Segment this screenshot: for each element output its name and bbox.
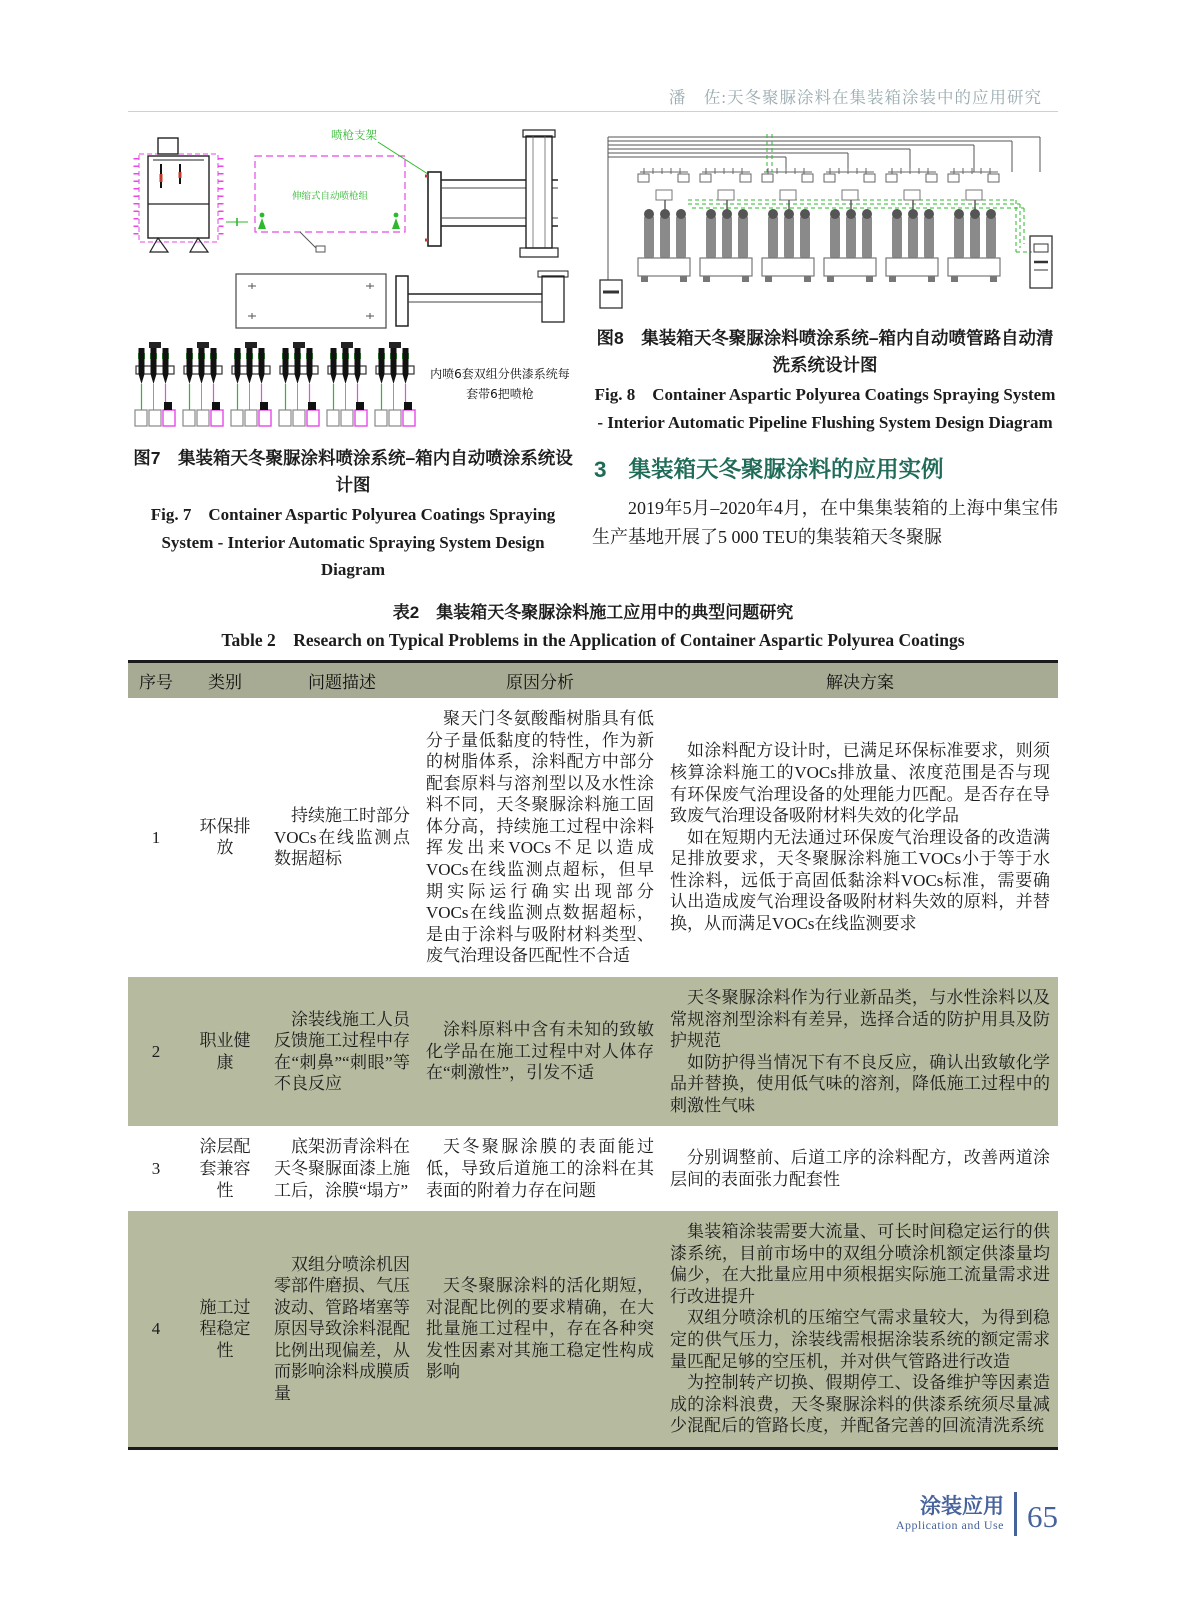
cell-category: 职业健康 — [184, 977, 266, 1126]
fig7-diagram — [128, 126, 578, 434]
cell-cause: 天冬聚脲涂料的活化期短，对混配比例的要求精确，在大批量施工过程中，存在各种突发性因素对其施工稳定性构成影响 — [418, 1211, 662, 1448]
cell-problem: 底架沥青涂料在天冬聚脲面漆上施工后，涂膜“塌方” — [274, 1137, 410, 1200]
table-row — [128, 698, 1058, 977]
cell-cause: 聚天门冬氨酸酯树脂具有低分子量低黏度的特性，作为新的树脂体系，涂料配方中部分配套原料与溶剂型以及水性涂料不同，天冬聚脲涂料施工固体分高，持续施工过程中涂料挥发出来VOCs不足以造成VOCs在线监测点超标，但早期实际运行确实出现部分VOCs在线监测点数据超标，是由于涂料与吸附材料类型、废气治理设备匹配性不合适 — [426, 709, 654, 966]
left-column — [128, 126, 578, 584]
fig7-caption-cn: 图7 集装箱天冬聚脲涂料喷涂系统–箱内自动喷涂系统设计图 — [133, 448, 573, 496]
running-head: 潘 佐:天冬聚脲涂料在集装箱涂装中的应用研究 — [668, 88, 1042, 107]
table-section — [128, 598, 1058, 1450]
table-row — [128, 977, 1058, 1126]
fig7-guns-label: 伸缩式自动喷枪组 — [291, 191, 369, 202]
header-cell-4: 解决方案 — [662, 662, 1058, 699]
cell-problem: 双组分喷涂机因零部件磨损、气压波动、管路堵塞等原因导致涂料混配比例出现偏差，从而影响涂料成膜质量 — [266, 1211, 418, 1448]
table-title-en: Table 2 Research on Typical Problems in the Application of Container Aspartic Polyurea Coatings — [221, 630, 965, 650]
problems-table-body — [128, 698, 1058, 1448]
section-title: 集装箱天冬聚脲涂料的应用实例 — [628, 457, 944, 483]
fig7-caption-en: Fig. 7 Container Aspartic Polyurea Coatings Spraying System - Interior Automatic Spraying System Design Diagram — [150, 505, 556, 580]
table-row — [128, 1126, 1058, 1211]
footer-divider — [1014, 1492, 1017, 1536]
body-paragraph: 2019年5月–2020年4月，在中集集装箱的上海中集宝伟生产基地开展了5 000 TEU的集装箱天冬聚脲 — [592, 498, 1058, 548]
cell-solution: 集装箱涂装需要大流量、可长时间稳定运行的供漆系统，目前市场中的双组分喷涂机额定供漆量均偏少，在大批量应用中须根据实际施工流量需求进行改进提升 双组分喷涂机的压缩空气需求量较大，为得到稳定的供气压力，涂装线需根据涂装系统的额定需求量匹配足够的空压机，并对供气管路进行改造 为控制转产切换、假期停工、设备维护等因素造成的涂料浪费，天冬聚脲涂料的供漆系统须尽量减少混配后的管路长度，并配备完善的回流清洗系统 — [662, 1211, 1058, 1448]
header-cell-1: 类别 — [184, 662, 266, 699]
fig7-bracket-label: 喷枪支架 — [331, 128, 377, 142]
header-cell-0: 序号 — [128, 662, 184, 699]
fig7-gun-groups — [135, 342, 415, 426]
fig7-note-line2: 套带6把喷枪 — [466, 387, 534, 401]
section-number: 3 — [594, 457, 607, 483]
header-rule — [128, 111, 1058, 112]
problems-table — [128, 660, 1058, 1450]
footer-section-block — [896, 1495, 1004, 1533]
fig7-note-line1: 内喷6套双组分供漆系统每 — [430, 367, 570, 381]
cell-category: 环保排放 — [199, 816, 251, 858]
fig8-pump-groups — [638, 168, 1000, 282]
fig8-caption-cn: 图8 集装箱天冬聚脲涂料喷涂系统–箱内自动喷管路自动清洗系统设计图 — [596, 328, 1054, 376]
cell-cause: 天冬聚脲涂膜的表面能过低，导致后道施工的涂料在其表面的附着力存在问题 — [426, 1137, 654, 1200]
fig8-diagram — [592, 132, 1058, 314]
footer-section-en: Application and Use — [895, 1518, 1004, 1533]
header-cell-3: 原因分析 — [418, 662, 662, 699]
cell-problem: 持续施工时部分VOCs在线监测点数据超标 — [274, 806, 410, 869]
cell-category: 施工过程稳定性 — [184, 1211, 266, 1448]
cell-no: 2 — [128, 977, 184, 1126]
cell-no: 3 — [151, 1158, 161, 1178]
right-column — [592, 132, 1058, 553]
footer-page-number: 65 — [1027, 1499, 1058, 1534]
table-row — [128, 1211, 1058, 1448]
footer-section-cn: 涂装应用 — [920, 1494, 1004, 1518]
fig8-caption-en: Fig. 8 Container Aspartic Polyurea Coatings Spraying System - Interior Automatic Pipeline Flushing System Design Diagram — [594, 385, 1056, 432]
cell-cause: 涂料原料中含有未知的致敏化学品在施工过程中对人体存在“刺激性”，引发不适 — [418, 977, 662, 1126]
table-header-row — [128, 662, 1058, 699]
cell-category: 涂层配套兼容性 — [199, 1137, 251, 1200]
section-heading — [594, 452, 1058, 484]
cell-solution: 天冬聚脲涂料作为行业新品类，与水性涂料以及常规溶剂型涂料有差异，选择合适的防护用具及防护规范 如防护得当情况下有不良反应，确认出致敏化学品并替换，使用低气味的溶剂，降低施工过程中的刺激性气味 — [662, 977, 1058, 1126]
cell-solution: 如涂料配方设计时，已满足环保标准要求，则须核算涂料施工的VOCs排放量、浓度范围是否与现有环保废气治理设备的处理能力匹配。是否存在导致废气治理设备吸附材料失效的化学品 如在短期内无法通过环保废气治理设备的改造满足排放要求，天冬聚脲涂料施工VOCs小于等于水性涂料，远低于高固低黏涂料VOCs标准，需要确认出造成废气治理设备吸附材料失效的原料，并替换，从而满足VOCs在线监测要求 — [670, 741, 1050, 933]
page-footer — [128, 1492, 1058, 1536]
cell-no: 4 — [128, 1211, 184, 1448]
cell-solution: 分别调整前、后道工序的涂料配方，改善两道涂层间的表面张力配套性 — [670, 1148, 1050, 1189]
cell-no: 1 — [151, 827, 161, 847]
cell-problem: 涂装线施工人员反馈施工过程中存在“刺鼻”“刺眼”等不良反应 — [266, 977, 418, 1126]
table-title-cn: 表2 集装箱天冬聚脲涂料施工应用中的典型问题研究 — [392, 603, 794, 622]
header-cell-2: 问题描述 — [266, 662, 418, 699]
